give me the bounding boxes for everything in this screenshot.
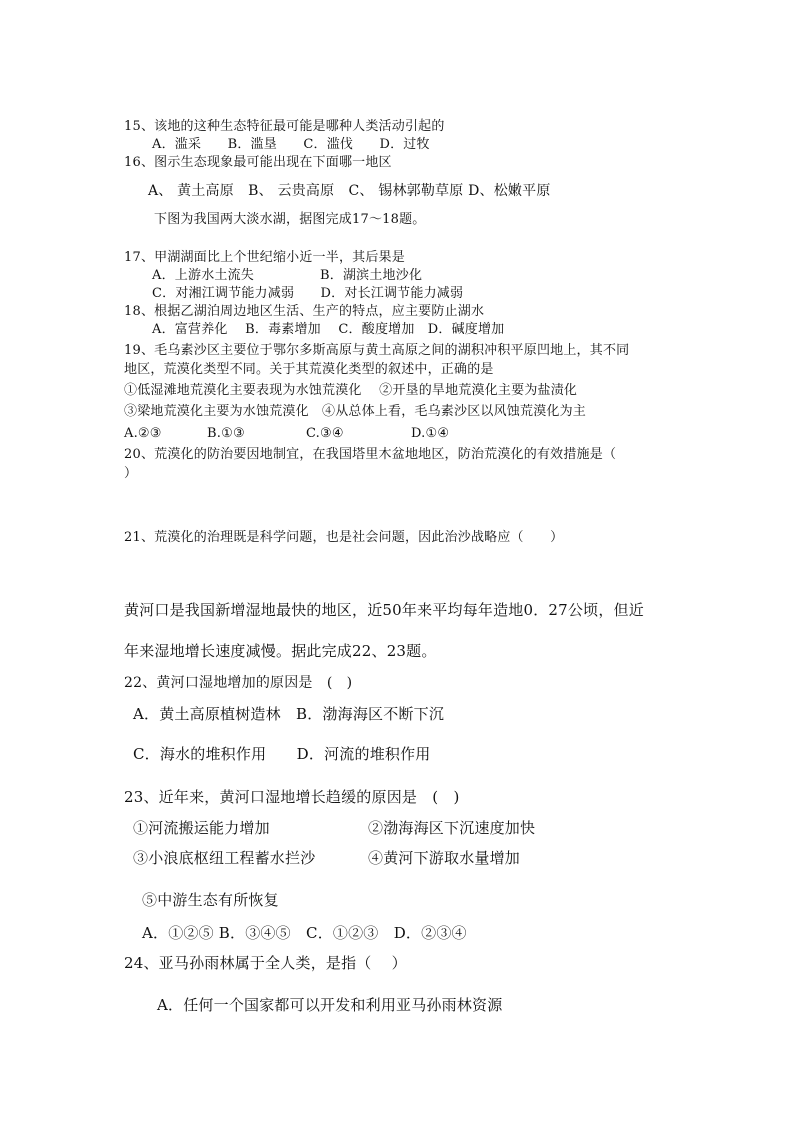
question-23-item-2: ②渤海海区下沉速度加快 [368,819,536,837]
intro-22-23-line1: 黄河口是我国新增湿地最快的地区，近50年来平均每年造地0．27公顷，但近 [124,601,644,619]
question-23-item-5: ⑤中游生态有所恢复 [142,891,279,909]
question-19-option-a: A.②③ [124,426,162,441]
question-16-options: A、 黄土高原 B、 云贵高原 C、 锡林郭勒草原 D、松嫩平原 [148,183,551,199]
question-22-options-cd: C．海水的堆积作用 D．河流的堆积作用 [133,745,431,763]
question-22-stem: 22、黄河口湿地增加的原因是 ( ) [124,675,353,691]
question-17-options-cd: C．对湘江调节能力减弱 D．对长江调节能力减弱 [152,286,464,301]
question-19-stem-line2: 地区，荒漠化类型不同。关于其荒漠化类型的叙述中，正确的是 [124,362,494,377]
question-19-statements-line1: ①低湿滩地荒漠化主要表现为水蚀荒漠化 ②开垦的旱地荒漠化主要为盐渍化 [124,383,578,398]
question-15-options: A．滥采 B．滥垦 C．滥伐 D．过牧 [152,137,430,152]
question-22-options-ab: A．黄土高原植树造林 B．渤海海区不断下沉 [133,705,445,723]
question-18-stem: 18、根据乙湖泊周边地区生活、生产的特点，应主要防止湖水 [124,304,485,319]
question-23-options: A．①②⑤ B．③④⑤ C．①②③ D．②③④ [142,924,467,942]
question-19-statements-line2: ③梁地荒漠化主要为水蚀荒漠化 ④从总体上看，毛乌素沙区以风蚀荒漠化为主 [124,404,587,419]
question-16-stem: 16、图示生态现象最可能出现在下面哪一地区 [124,155,392,170]
question-24-option-a: A．任何一个国家都可以开发和利用亚马孙雨林资源 [157,996,503,1014]
question-19-option-b: B.①③ [207,426,245,441]
question-23-item-4: ④黄河下游取水量增加 [368,849,521,867]
question-23-item-1: ①河流搬运能力增加 [133,819,270,837]
question-17-stem: 17、甲湖湖面比上个世纪缩小近一半，其后果是 [124,250,405,265]
question-15-stem: 15、该地的这种生态特征最可能是哪种人类活动引起的 [124,119,445,134]
intro-22-23-line2: 年来湿地增长速度减慢。据此完成22、23题。 [124,642,437,660]
question-21-stem: 21、荒漠化的治理既是科学问题，也是社会问题，因此治沙战略应（ ） [124,530,564,545]
question-19-option-c: C.③④ [306,426,344,441]
question-19-stem-line1: 19、毛乌素沙区主要位于鄂尔多斯高原与黄土高原之间的湖积冲积平原凹地上，其不同 [124,343,630,358]
question-20-stem-line1: 20、荒漠化的防治要因地制宜，在我国塔里木盆地地区，防治荒漠化的有效措施是（ [124,447,617,462]
question-19-option-d: D.①④ [411,426,450,441]
question-23-stem: 23、近年来，黄河口湿地增长趋缓的原因是 ( ) [124,788,460,806]
question-20-stem-line2: ） [124,466,138,481]
question-23-item-3: ③小浪底枢纽工程蓄水拦沙 [133,849,316,867]
question-18-options: A．富营养化 B．毒素增加 C．酸度增加 D．碱度增加 [152,322,505,337]
intro-17-18: 下图为我国两大淡水湖，据图完成17～18题。 [154,212,426,227]
question-17-options-ab: A．上游水土流失 B．湖滨土地沙化 [152,268,423,283]
question-24-stem: 24、亚马孙雨林属于全人类，是指（ ） [124,954,407,972]
